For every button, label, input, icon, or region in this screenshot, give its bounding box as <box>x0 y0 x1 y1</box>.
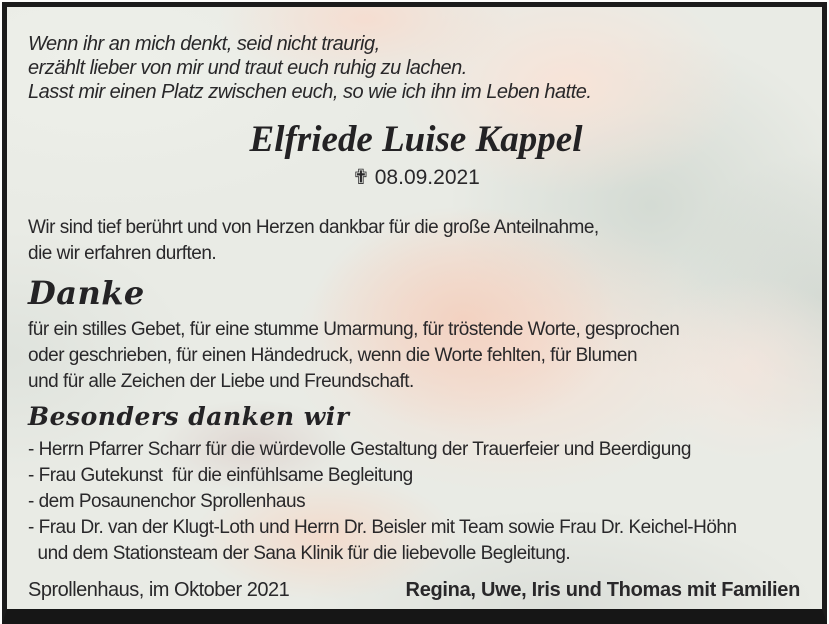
notice-content <box>7 7 822 609</box>
poem-line: Lasst mir einen Platz zwischen euch, so wie ich ihn im Leben hatte. <box>28 81 592 103</box>
thanks-paragraph <box>28 317 804 395</box>
gratitude-intro <box>28 215 804 267</box>
notice-footer <box>28 577 804 603</box>
family-names: Regina, Uwe, Iris und Thomas mit Familien <box>405 579 800 601</box>
special-thanks-heading: Besonders danken wir <box>28 402 350 431</box>
thanks-heading: Danke <box>28 274 145 312</box>
list-item: - Frau Gutekunst für die einfühlsame Begleitung <box>28 465 413 486</box>
deceased-name: Elfriede Luise Kappel <box>249 119 583 160</box>
intro-line: Wir sind tief berührt und von Herzen dankbar für die große Anteilnahme, <box>28 217 599 238</box>
latin-cross-icon: ✟ <box>352 166 370 189</box>
poem-line: Wenn ihr an mich denkt, seid nicht traurig, <box>28 33 380 55</box>
place-and-date: Sprollenhaus, im Oktober 2021 <box>28 579 290 601</box>
notice-frame <box>2 2 827 624</box>
memorial-poem <box>28 32 804 104</box>
list-item: - dem Posaunenchor Sprollenhaus <box>28 491 306 512</box>
list-item: - Frau Dr. van der Klugt-Loth und Herrn Dr. Beisler mit Team sowie Frau Dr. Keichel-Höhn <box>28 517 737 538</box>
death-date: 08.09.2021 <box>374 166 480 189</box>
intro-line: die wir erfahren durften. <box>28 243 217 264</box>
death-date-line <box>28 165 804 191</box>
list-item-continuation: und dem Stationsteam der Sana Klinik für die liebevolle Begleitung. <box>28 543 571 564</box>
thanks-line: für ein stilles Gebet, für eine stumme Umarmung, für tröstende Worte, gesprochen <box>28 319 680 340</box>
special-thanks-list <box>28 437 804 567</box>
thanks-line: und für alle Zeichen der Liebe und Freundschaft. <box>28 371 414 392</box>
list-item: - Herrn Pfarrer Scharr für die würdevolle Gestaltung der Trauerfeier und Beerdigung <box>28 439 691 460</box>
thanks-line: oder geschrieben, für einen Händedruck, wenn die Worte fehlten, für Blumen <box>28 345 638 366</box>
poem-line: erzählt lieber von mir und traut euch ruhig zu lachen. <box>28 57 467 79</box>
